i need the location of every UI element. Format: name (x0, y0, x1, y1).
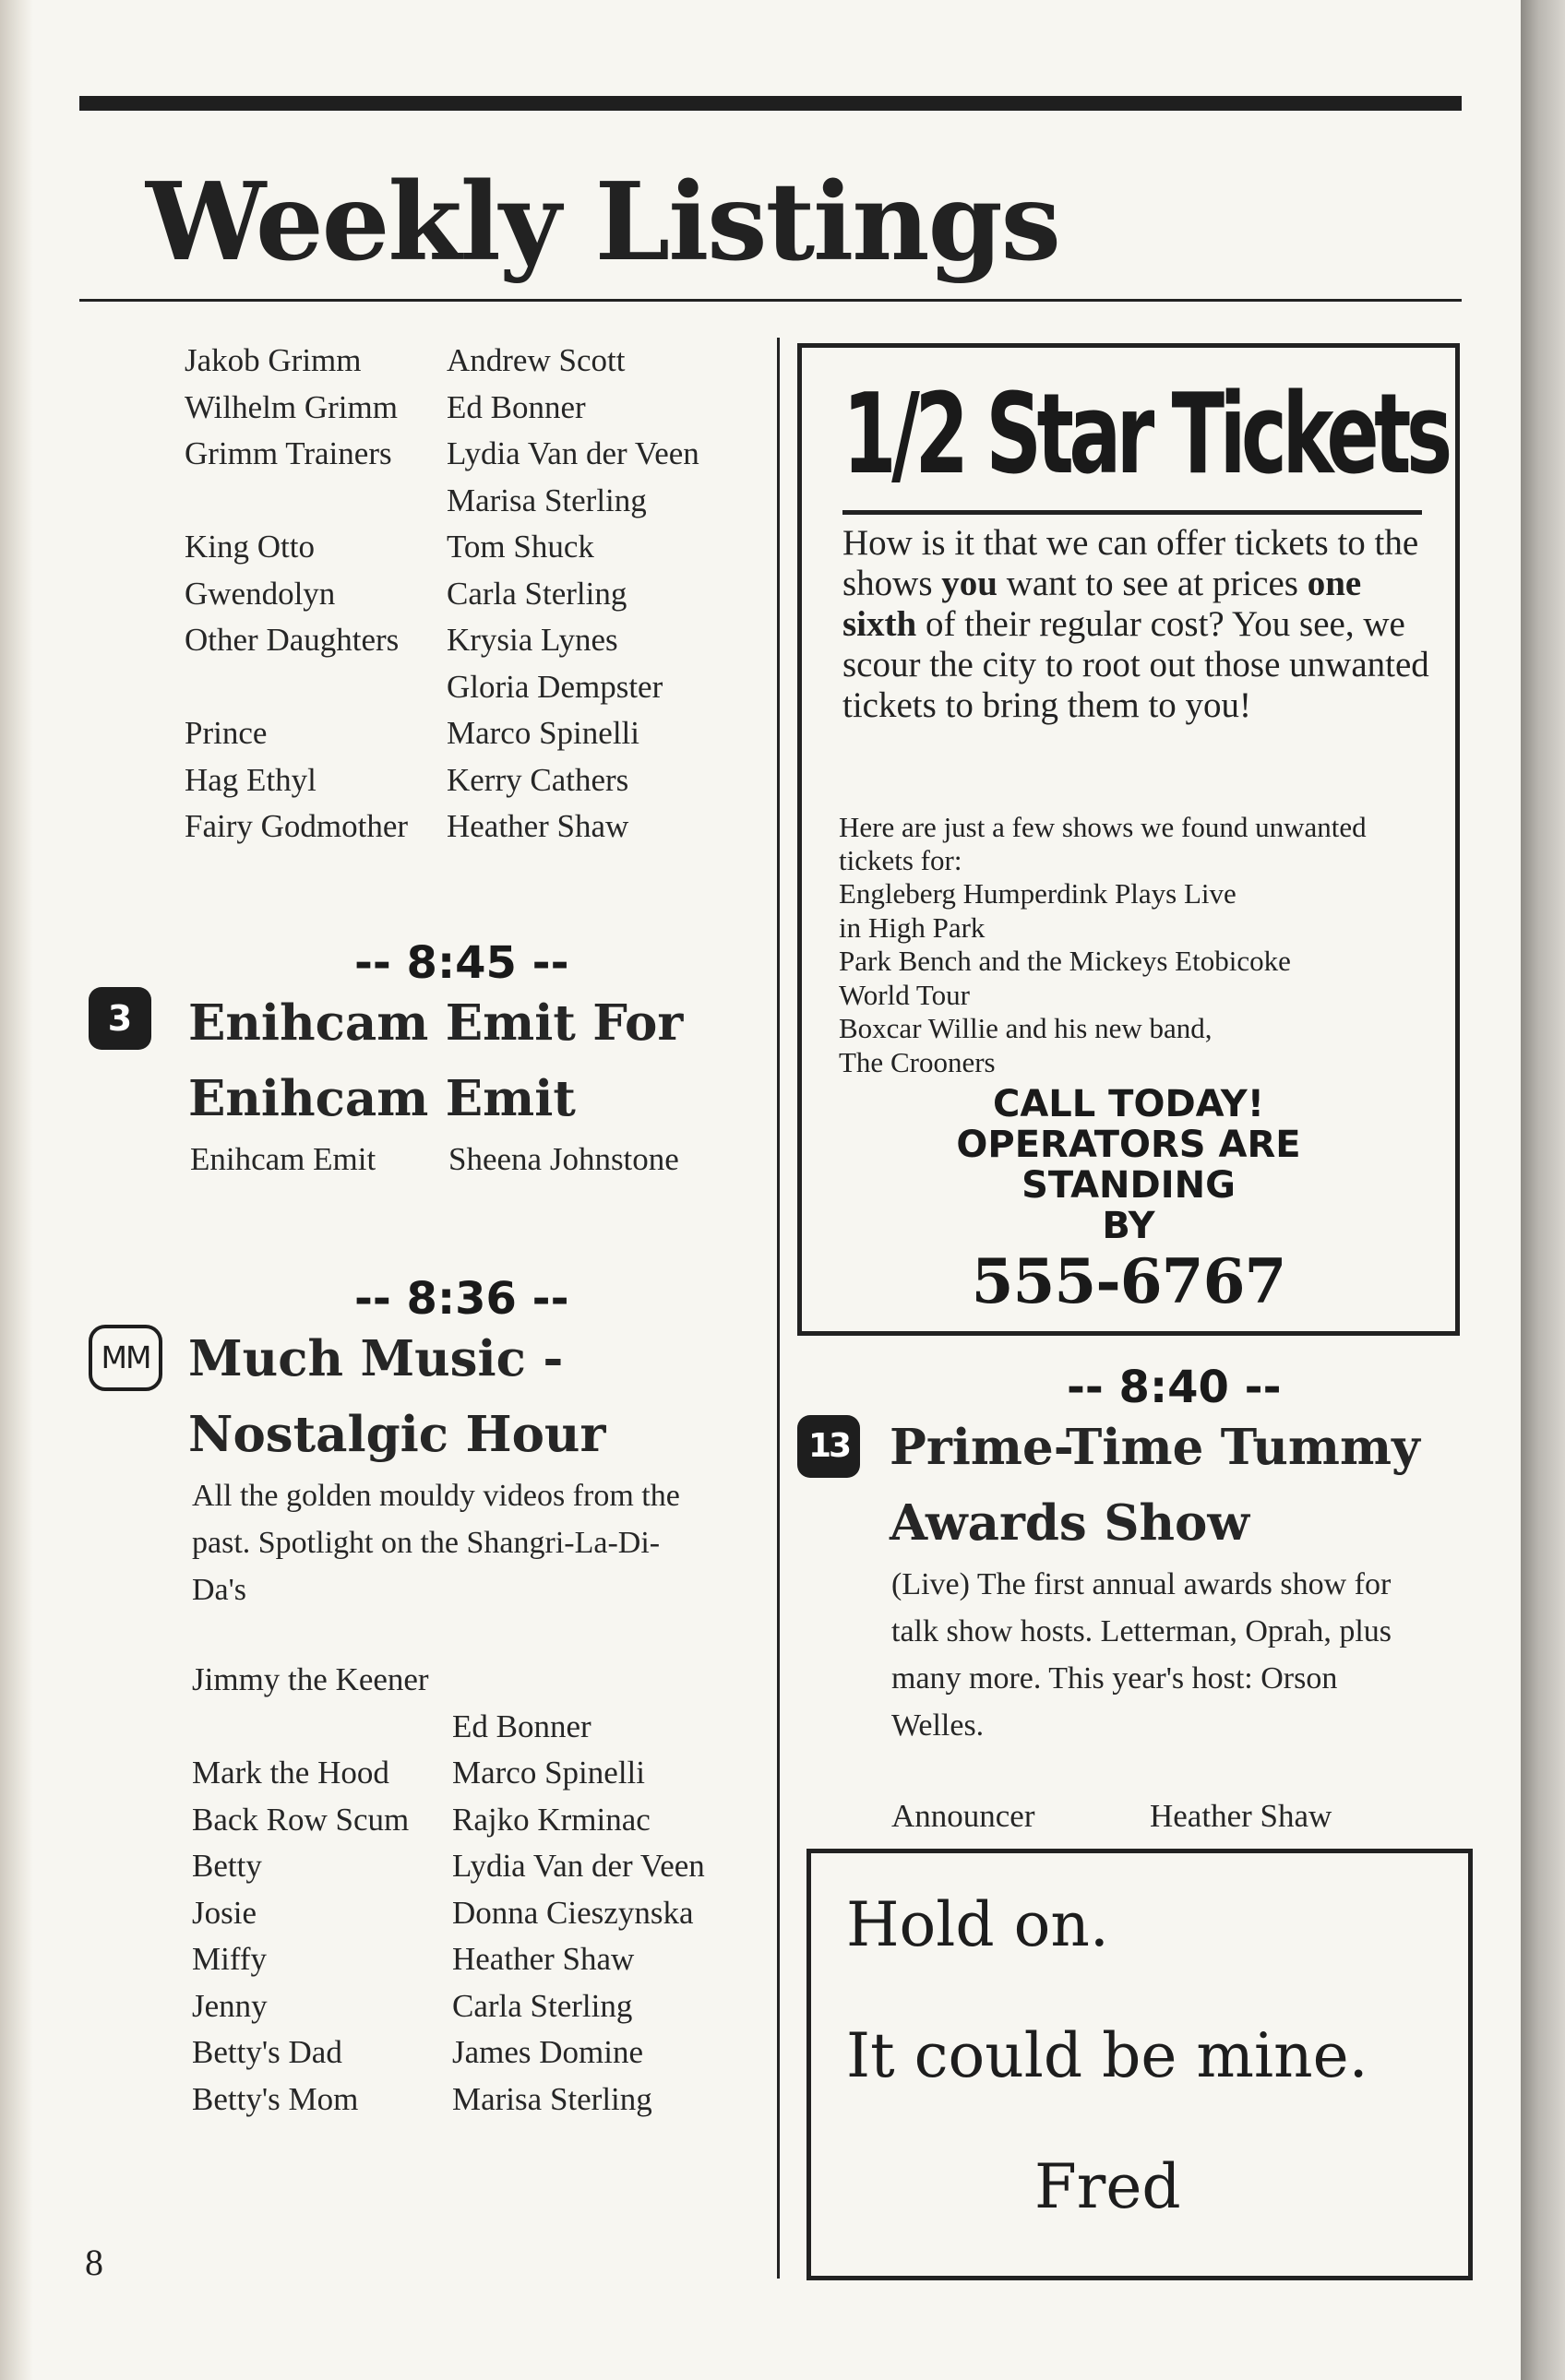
ad-show-list (839, 877, 1291, 1079)
cast-actor: Ed Bonner (452, 1708, 591, 1744)
page-spine-shadow (0, 0, 33, 2380)
cast-role: Announcer (891, 1798, 1035, 1834)
cast-row (185, 478, 757, 525)
cast-actor: Lydia Van der Veen (447, 435, 699, 471)
listing-time: -- 8:40 -- (1067, 1362, 1282, 1413)
ad-lead-text (842, 523, 1433, 726)
ad-title-rule (842, 510, 1422, 515)
cast-list-top (185, 338, 757, 851)
ad-show-line: Park Bench and the Mickeys Etobicoke (839, 945, 1291, 977)
cast-role: Betty's Mom (192, 2080, 359, 2117)
ad-show-line: Boxcar Willie and his new band, (839, 1012, 1213, 1044)
show-description: Welles. (891, 1708, 985, 1743)
cast-actor: Marco Spinelli (447, 715, 639, 751)
ticket-ad (797, 343, 1460, 1336)
cast-row (185, 803, 757, 851)
cast-actor: Carla Sterling (452, 1987, 633, 2024)
page-number: 8 (85, 2242, 103, 2283)
cast-role: Jenny (192, 1987, 268, 2024)
show-title: Much Music - (188, 1330, 564, 1387)
page-edge-shadow (1521, 0, 1565, 2380)
cast-row (185, 338, 757, 385)
cast-actor: Krysia Lynes (447, 622, 618, 658)
cast-row (192, 2077, 764, 2124)
cast-list-tummy (891, 1793, 1463, 1840)
cast-actor: Marco Spinelli (452, 1755, 645, 1791)
cast-row (185, 431, 757, 478)
cast-row (192, 1983, 764, 2030)
cast-actor: Heather Shaw (447, 808, 629, 844)
cast-list-muchmusic (192, 1657, 764, 2123)
cast-row (185, 385, 757, 432)
ad-title: 1/2 Star Tickets (842, 371, 1448, 499)
cast-row (192, 1936, 764, 1983)
cast-actor: Donna Cieszynska (452, 1894, 694, 1931)
cast-role: Wilhelm Grimm (185, 388, 398, 425)
ad-call-line: OPERATORS ARE (956, 1124, 1301, 1166)
cast-role: Jimmy the Keener (192, 1661, 429, 1697)
ad-lead-segment: want to see at prices (997, 564, 1308, 603)
cast-role: Grimm Trainers (185, 435, 392, 471)
ad-show-line: in High Park (839, 910, 986, 944)
cast-actor: Sheena Johnstone (448, 1141, 679, 1177)
cast-actor: Gloria Dempster (447, 668, 663, 705)
note-line: It could be mine. (846, 2020, 1368, 2091)
cast-row (185, 757, 757, 804)
show-title: Awards Show (890, 1494, 1249, 1552)
show-description: All the golden mouldy videos from the (192, 1479, 680, 1513)
ad-lead-emphasis: one sixth (842, 564, 1362, 644)
cast-list-enihcam (190, 1136, 762, 1184)
cast-actor: Heather Shaw (452, 1941, 635, 1977)
cast-row (190, 1136, 762, 1184)
cast-role: Hag Ethyl (185, 761, 317, 798)
cast-role: Betty's Dad (192, 2034, 342, 2070)
ad-show-line: World Tour (839, 978, 970, 1011)
show-description: many more. This year's host: Orson (891, 1661, 1338, 1696)
cast-actor: Heather Shaw (1150, 1798, 1332, 1834)
cast-row (192, 1843, 764, 1890)
cast-row (192, 2029, 764, 2077)
show-title: Prime-Time Tummy (890, 1419, 1420, 1476)
cast-row (192, 1704, 764, 1751)
header-rule-thick (79, 96, 1462, 111)
cast-row (192, 1657, 764, 1704)
show-title: Enihcam Emit (188, 1070, 576, 1127)
cast-role: King Otto (185, 529, 315, 565)
cast-role: Prince (185, 715, 268, 751)
ad-lead-segment: How is it that we can offer tickets to the shows (842, 523, 1419, 603)
note-line: Hold on. (846, 1889, 1109, 1960)
column-divider (777, 338, 780, 2279)
ad-phone-number: 555-6767 (971, 1245, 1286, 1317)
cast-actor: Marisa Sterling (452, 2080, 652, 2117)
show-description: (Live) The first annual awards show for (891, 1567, 1392, 1601)
cast-role: Gwendolyn (185, 575, 336, 612)
ad-call-to-action (802, 1084, 1455, 1246)
note-signature: Fred (1034, 2151, 1181, 2222)
note-box (806, 1849, 1473, 2280)
listing-time: -- 8:45 -- (354, 937, 569, 989)
show-title: Enihcam Emit For (188, 994, 684, 1052)
header-rule-thin (79, 299, 1462, 302)
ad-call-line: STANDING (1021, 1164, 1236, 1207)
cast-role: Miffy (192, 1941, 268, 1977)
cast-actor: Rajko Krminac (452, 1801, 651, 1838)
cast-row (185, 710, 757, 757)
cast-row (185, 617, 757, 664)
cast-row (185, 664, 757, 711)
ad-call-line: CALL TODAY! (992, 1083, 1265, 1125)
cast-actor: Carla Sterling (447, 575, 627, 612)
ad-lead-emphasis: you (941, 564, 998, 603)
ad-call-line: BY (1102, 1205, 1155, 1247)
cast-role: Mark the Hood (192, 1755, 389, 1791)
ad-show-line: Engleberg Humperdink Plays Live (839, 877, 1236, 910)
cast-actor: Lydia Van der Veen (452, 1848, 705, 1884)
cast-row (891, 1793, 1463, 1840)
cast-role: Josie (192, 1894, 257, 1931)
cast-actor: Andrew Scott (447, 342, 626, 378)
cast-role: Betty (192, 1848, 262, 1884)
show-description: past. Spotlight on the Shangri-La-Di- (192, 1526, 661, 1560)
cast-actor: Kerry Cathers (447, 761, 629, 798)
cast-actor: Ed Bonner (447, 388, 586, 425)
show-description: talk show hosts. Letterman, Oprah, plus (891, 1614, 1392, 1648)
cast-actor: Tom Shuck (447, 529, 594, 565)
cast-actor: Marisa Sterling (447, 482, 647, 518)
cast-role: Fairy Godmother (185, 808, 409, 844)
cast-role: Other Daughters (185, 622, 400, 658)
channel-badge: 3 (89, 987, 151, 1050)
show-description: Da's (192, 1573, 247, 1607)
page-title: Weekly Listings (146, 160, 1059, 285)
cast-role: Jakob Grimm (185, 342, 362, 378)
listing-time: -- 8:36 -- (354, 1273, 569, 1325)
ad-subheading: Here are just a few shows we found unwanted tickets for: (839, 811, 1367, 876)
cast-row (192, 1890, 764, 1937)
cast-row (185, 571, 757, 618)
ad-lead-segment: of their regular cost? You see, we scour the city to root out those unwanted tickets to bring them to you! (842, 604, 1429, 725)
channel-badge: MM (89, 1325, 162, 1391)
cast-row (192, 1797, 764, 1844)
cast-row (192, 1750, 764, 1797)
cast-role: Back Row Scum (192, 1801, 410, 1838)
show-title: Nostalgic Hour (188, 1406, 606, 1463)
cast-row (185, 524, 757, 571)
cast-role: Enihcam Emit (190, 1141, 376, 1177)
cast-actor: James Domine (452, 2034, 644, 2070)
channel-badge: 13 (797, 1415, 860, 1478)
ad-show-line: The Crooners (839, 1045, 996, 1078)
